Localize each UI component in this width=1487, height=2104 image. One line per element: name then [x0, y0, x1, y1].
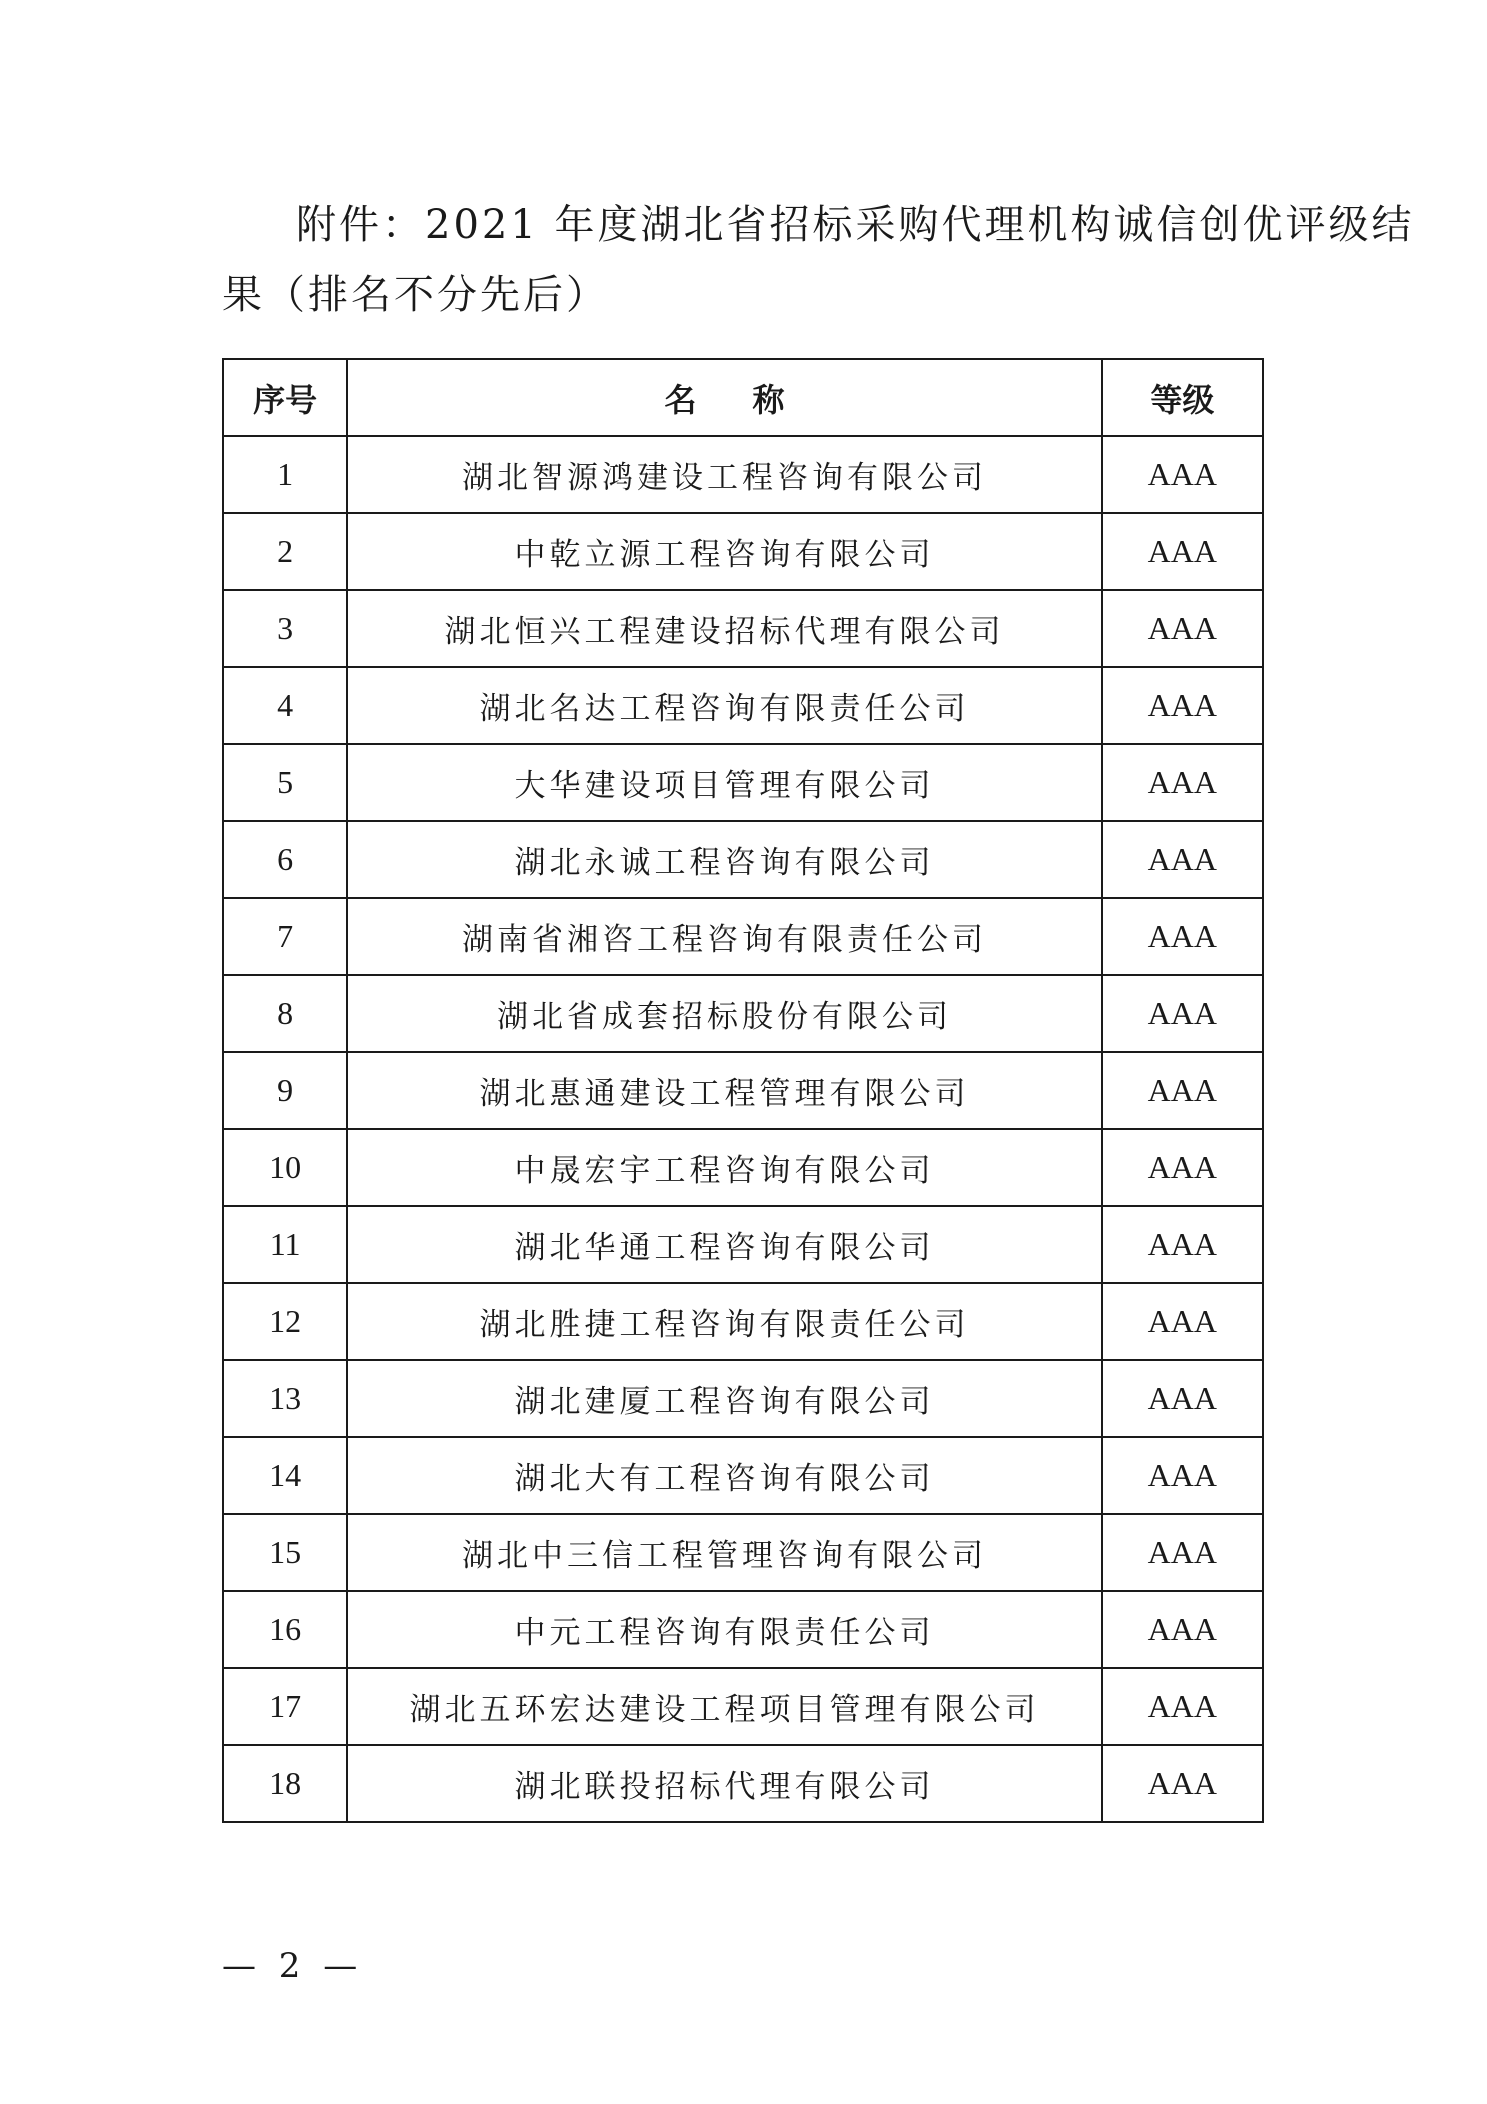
cell-serial-number: 17 [223, 1668, 347, 1745]
table-row [223, 436, 1263, 513]
cell-grade: AAA [1102, 1591, 1263, 1668]
header-name: 名称 [347, 359, 1101, 436]
cell-serial-number: 4 [223, 667, 347, 744]
table-row [223, 1514, 1263, 1591]
cell-company-name: 湖北中三信工程管理咨询有限公司 [347, 1514, 1101, 1591]
header-serial-number: 序号 [223, 359, 347, 436]
cell-serial-number: 18 [223, 1745, 347, 1822]
cell-grade: AAA [1102, 1437, 1263, 1514]
cell-company-name: 湖北名达工程咨询有限责任公司 [347, 667, 1101, 744]
cell-grade: AAA [1102, 1206, 1263, 1283]
cell-grade: AAA [1102, 1052, 1263, 1129]
table-row [223, 975, 1263, 1052]
table-row [223, 1360, 1263, 1437]
cell-company-name: 湖北省成套招标股份有限公司 [347, 975, 1101, 1052]
cell-serial-number: 9 [223, 1052, 347, 1129]
cell-grade: AAA [1102, 1283, 1263, 1360]
cell-grade: AAA [1102, 1745, 1263, 1822]
cell-grade: AAA [1102, 590, 1263, 667]
cell-grade: AAA [1102, 821, 1263, 898]
table-row [223, 744, 1263, 821]
header-grade: 等级 [1102, 359, 1263, 436]
caption-line-1: 附件：2021 年度湖北省招标采购代理机构诚信创优评级结 [296, 202, 1415, 248]
cell-company-name: 湖北建厦工程咨询有限公司 [347, 1360, 1101, 1437]
table-row [223, 1052, 1263, 1129]
cell-serial-number: 8 [223, 975, 347, 1052]
cell-grade: AAA [1102, 667, 1263, 744]
table-row [223, 1206, 1263, 1283]
cell-company-name: 湖北胜捷工程咨询有限责任公司 [347, 1283, 1101, 1360]
cell-company-name: 湖北五环宏达建设工程项目管理有限公司 [347, 1668, 1101, 1745]
cell-serial-number: 5 [223, 744, 347, 821]
table-row [223, 1283, 1263, 1360]
table-row [223, 821, 1263, 898]
cell-company-name: 中元工程咨询有限责任公司 [347, 1591, 1101, 1668]
cell-company-name: 中乾立源工程咨询有限公司 [347, 513, 1101, 590]
cell-grade: AAA [1102, 436, 1263, 513]
cell-company-name: 湖北智源鸿建设工程咨询有限公司 [347, 436, 1101, 513]
table-row [223, 667, 1263, 744]
cell-serial-number: 7 [223, 898, 347, 975]
table-row [223, 1437, 1263, 1514]
table-row [223, 513, 1263, 590]
cell-serial-number: 16 [223, 1591, 347, 1668]
table-row [223, 898, 1263, 975]
cell-grade: AAA [1102, 1514, 1263, 1591]
grading-results-table [222, 358, 1264, 1823]
table-row [223, 1745, 1263, 1822]
cell-serial-number: 14 [223, 1437, 347, 1514]
cell-serial-number: 13 [223, 1360, 347, 1437]
cell-grade: AAA [1102, 744, 1263, 821]
cell-company-name: 湖北恒兴工程建设招标代理有限公司 [347, 590, 1101, 667]
cell-serial-number: 6 [223, 821, 347, 898]
cell-serial-number: 10 [223, 1129, 347, 1206]
cell-grade: AAA [1102, 975, 1263, 1052]
table-header-row [223, 359, 1263, 436]
cell-serial-number: 11 [223, 1206, 347, 1283]
cell-company-name: 湖北联投招标代理有限公司 [347, 1745, 1101, 1822]
cell-serial-number: 2 [223, 513, 347, 590]
cell-grade: AAA [1102, 1129, 1263, 1206]
cell-company-name: 湖北惠通建设工程管理有限公司 [347, 1052, 1101, 1129]
cell-company-name: 中晟宏宇工程咨询有限公司 [347, 1129, 1101, 1206]
table-row [223, 1591, 1263, 1668]
cell-grade: AAA [1102, 1360, 1263, 1437]
table-row [223, 1129, 1263, 1206]
table-body [223, 436, 1263, 1822]
cell-serial-number: 12 [223, 1283, 347, 1360]
table-row [223, 1668, 1263, 1745]
cell-serial-number: 15 [223, 1514, 347, 1591]
page-number: — 2 — [222, 1946, 364, 1986]
cell-company-name: 湖北华通工程咨询有限公司 [347, 1206, 1101, 1283]
cell-company-name: 湖北大有工程咨询有限公司 [347, 1437, 1101, 1514]
table-header [223, 359, 1263, 436]
cell-grade: AAA [1102, 513, 1263, 590]
cell-company-name: 湖北永诚工程咨询有限公司 [347, 821, 1101, 898]
caption-line-2: 果（排名不分先后） [222, 272, 609, 318]
cell-company-name: 湖南省湘咨工程咨询有限责任公司 [347, 898, 1101, 975]
table-row [223, 590, 1263, 667]
cell-serial-number: 3 [223, 590, 347, 667]
cell-grade: AAA [1102, 1668, 1263, 1745]
cell-grade: AAA [1102, 898, 1263, 975]
cell-serial-number: 1 [223, 436, 347, 513]
cell-company-name: 大华建设项目管理有限公司 [347, 744, 1101, 821]
